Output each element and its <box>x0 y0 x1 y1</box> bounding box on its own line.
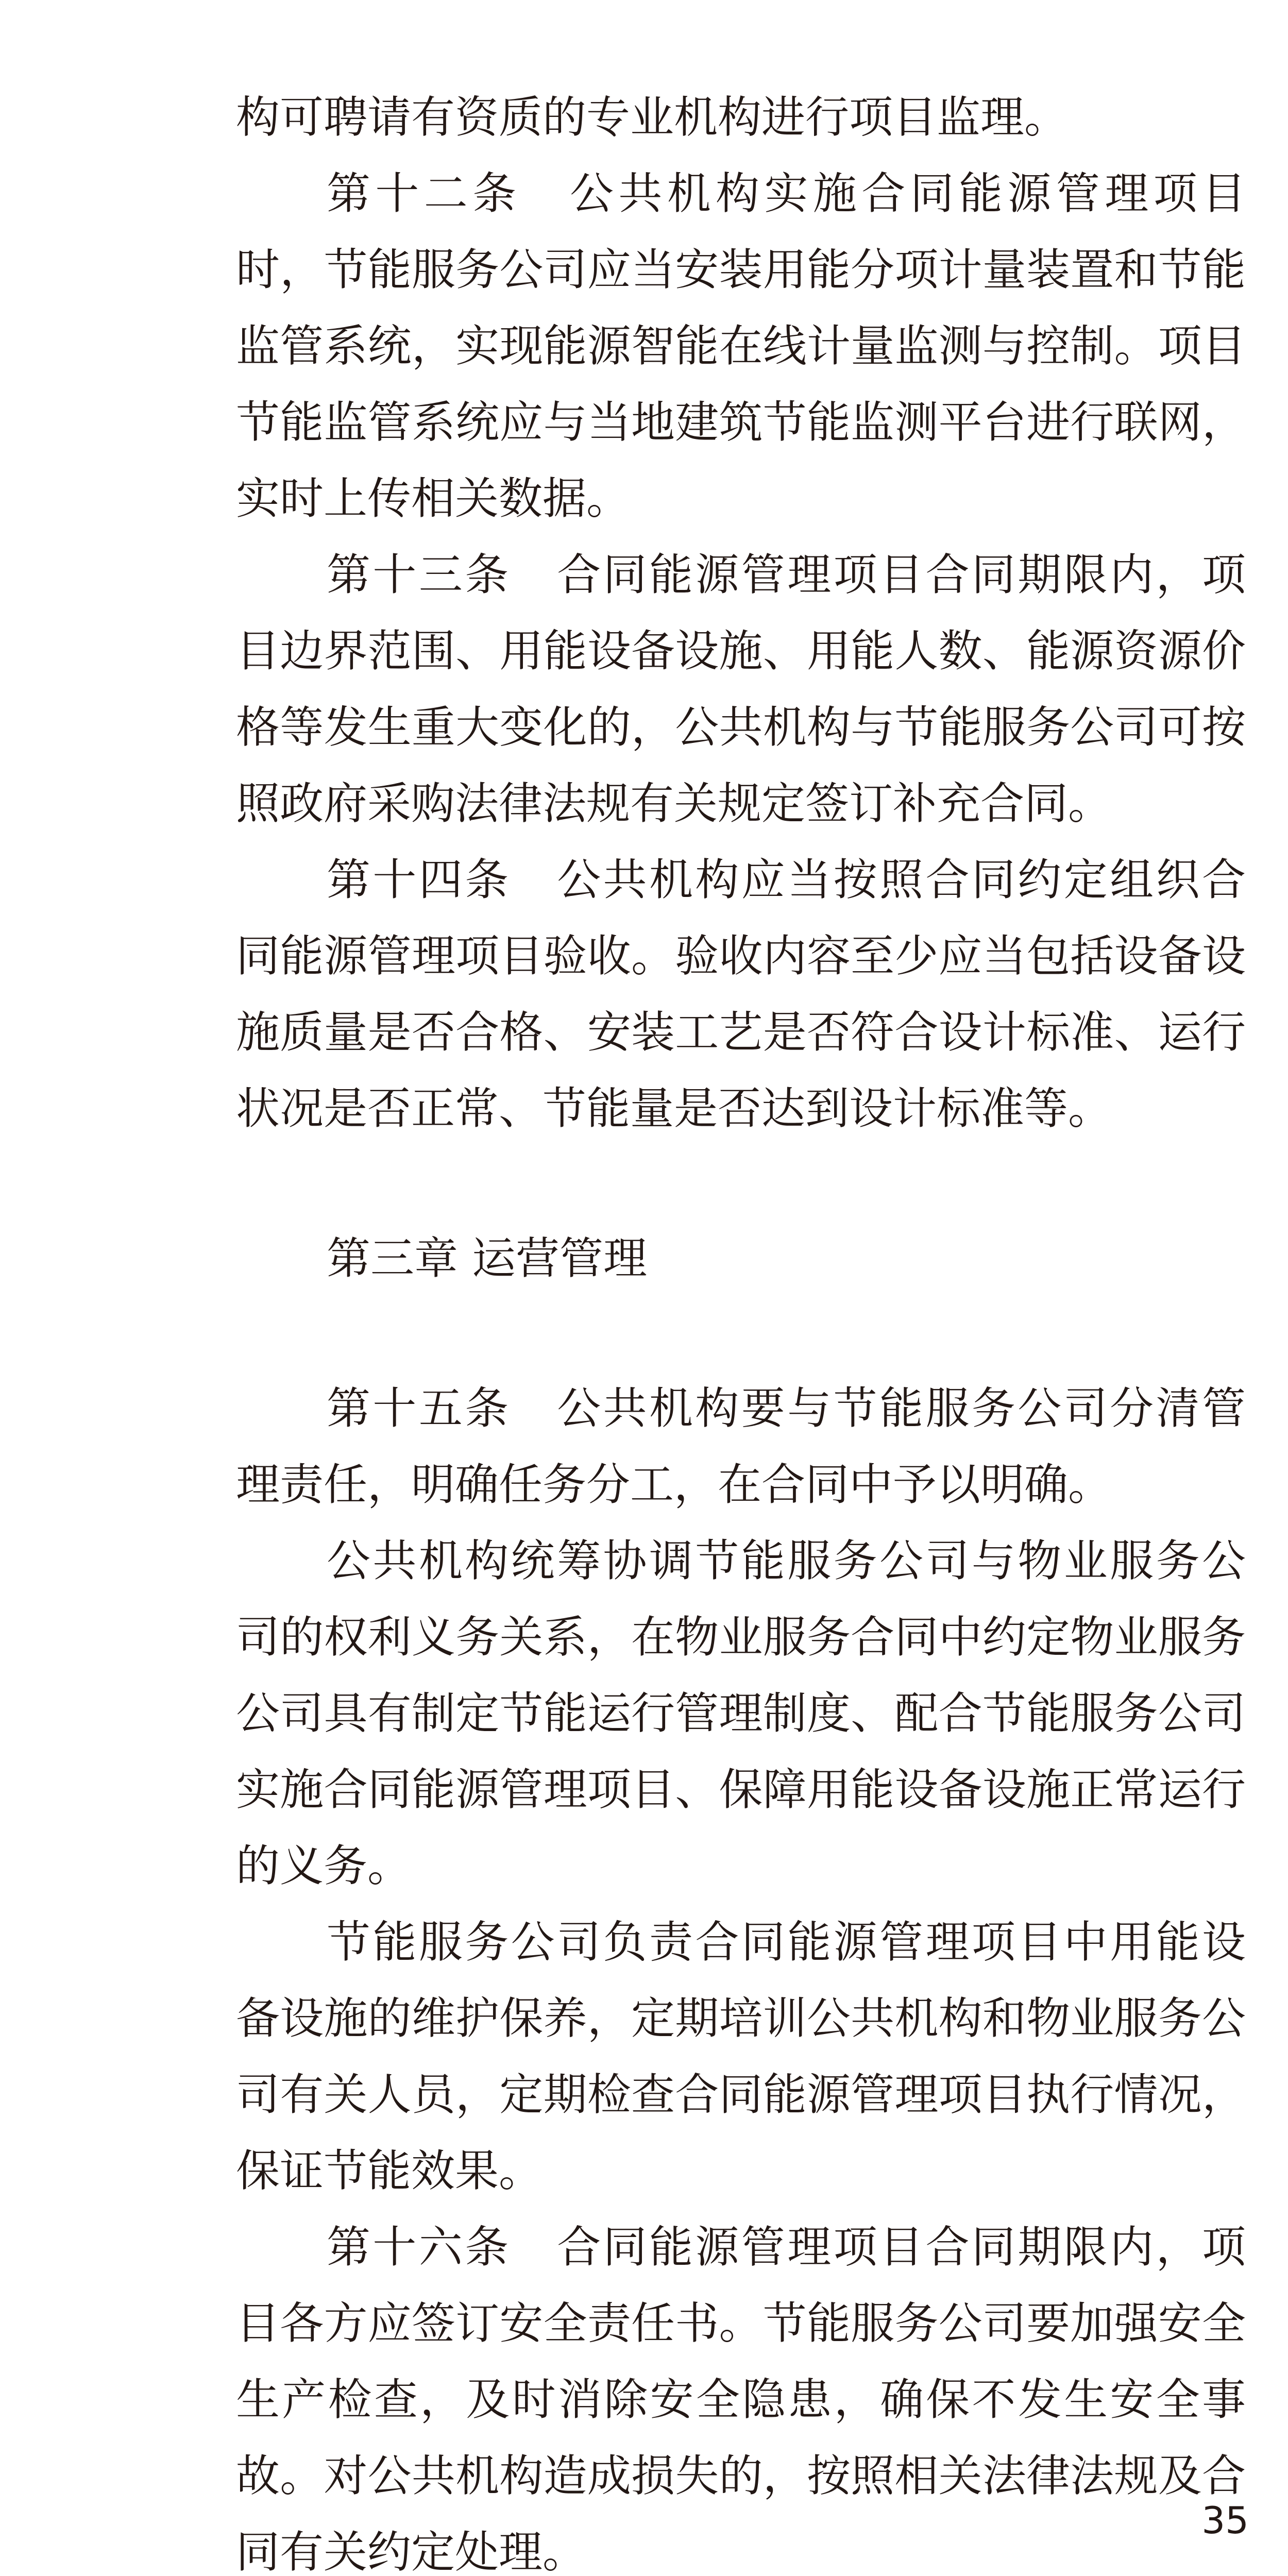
page-number: 35 <box>1201 2499 1249 2542</box>
chapter-heading: 第三章 运营管理 <box>327 1233 648 1284</box>
article-16: 第十六条 合同能源管理项目合同期限内，项目各方应签订安全责任书。节能服务公司要加强安全生产检查，及时消除安全隐患，确保不发生安全事故。对公共机构造成损失的，按照相关法律法规及合同有关约定处理。 <box>236 2222 1246 2576</box>
paragraph-maintenance: 节能服务公司负责合同能源管理项目中用能设备设施的维护保养，定期培训公共机构和物业服务公司有关人员，定期检查合同能源管理项目执行情况，保证节能效果。 <box>236 1917 1246 2197</box>
article-13: 第十三条 合同能源管理项目合同期限内，项目边界范围、用能设备设施、用能人数、能源资源价格等发生重大变化的，公共机构与节能服务公司可按照政府采购法律法规有关规定签订补充合同。 <box>236 550 1246 829</box>
article-15: 第十五条 公共机构要与节能服务公司分清管理责任，明确任务分工，在合同中予以明确。 <box>236 1383 1246 1511</box>
paragraph-continuation: 构可聘请有资质的专业机构进行项目监理。 <box>236 92 1069 143</box>
document-body <box>236 80 1246 2576</box>
paragraph-coordination: 公共机构统筹协调节能服务公司与物业服务公司的权利义务关系，在物业服务合同中约定物业服务公司具有制定节能运行管理制度、配合节能服务公司实施合同能源管理项目、保障用能设备设施正常运行的义务。 <box>236 1536 1246 1892</box>
article-14: 第十四条 公共机构应当按照合同约定组织合同能源管理项目验收。验收内容至少应当包括设备设施质量是否合格、安装工艺是否符合设计标准、运行状况是否正常、节能量是否达到设计标准等。 <box>236 855 1246 1134</box>
article-12: 第十二条 公共机构实施合同能源管理项目时，节能服务公司应当安装用能分项计量装置和节能监管系统，实现能源智能在线计量监测与控制。项目节能监管系统应与当地建筑节能监测平台进行联网，实时上传相关数据。 <box>236 168 1246 524</box>
